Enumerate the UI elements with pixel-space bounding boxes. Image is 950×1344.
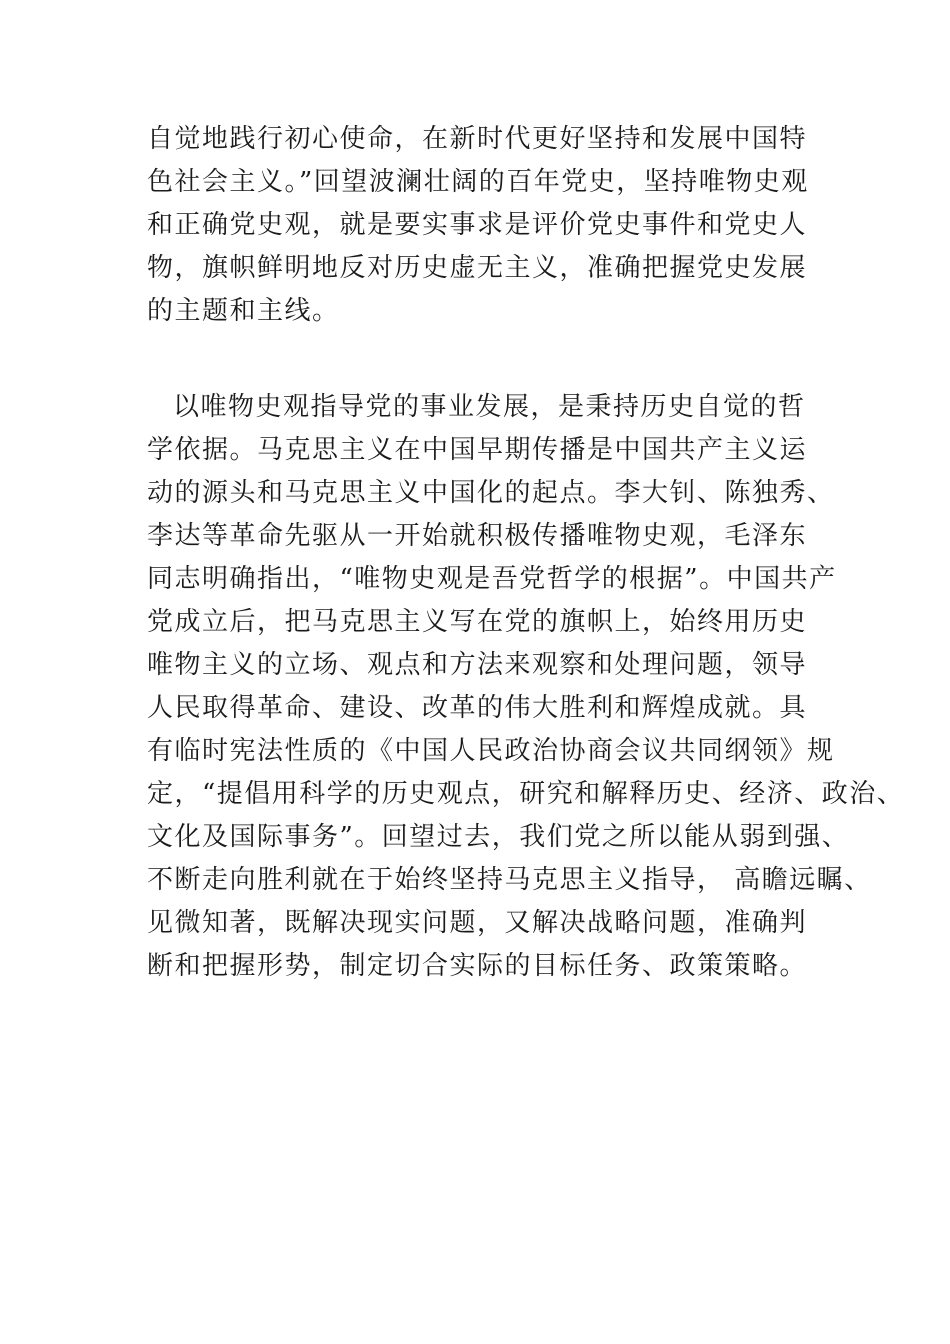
- paragraph-line: 同志明确指出，“唯物史观是吾党哲学的根据”。中国共产: [147, 564, 837, 594]
- paragraph-line: 自觉地践行初心使命，在新时代更好坚持和发展中国特: [147, 124, 808, 154]
- paragraph-line: 有临时宪法性质的《中国人民政治协商会议共同纲领》规: [147, 736, 835, 766]
- paragraph-line: 以唯物史观指导党的事业发展，是秉持历史自觉的哲: [173, 392, 806, 422]
- paragraph-line: 色社会主义。”回望波澜壮阔的百年党史，坚持唯物史观: [147, 167, 809, 197]
- paragraph-line: 定，“提倡用科学的历史观点，研究和解释历史、经济、政治、: [147, 779, 905, 809]
- paragraph-line: 党成立后，把马克思主义写在党的旗帜上，始终用历史: [147, 607, 808, 637]
- paragraph-line: 的主题和主线。: [147, 296, 340, 326]
- paragraph-line: 唯物主义的立场、观点和方法来观察和处理问题，领导: [147, 650, 808, 680]
- paragraph-1: [147, 118, 867, 333]
- paragraph-line: 人民取得革命、建设、改革的伟大胜利和辉煌成就。具: [147, 693, 808, 723]
- paragraph-line: 动的源头和马克思主义中国化的起点。李大钊、陈独秀、: [147, 478, 835, 508]
- paragraph-line: 和正确党史观，就是要实事求是评价党史事件和党史人: [147, 210, 808, 240]
- paragraph-line: 文化及国际事务”。回望过去，我们党之所以能从弱到强、: [147, 822, 850, 852]
- paragraph-line: 不断走向胜利就在于始终坚持马克思主义指导， 高瞻远瞩、: [147, 865, 872, 895]
- paragraph-line: 物，旗帜鲜明地反对历史虚无主义，准确把握党史发展: [147, 253, 808, 283]
- paragraph-line: 见微知著，既解决现实问题，又解决战略问题，准确判: [147, 908, 808, 938]
- paragraph-line: 学依据。马克思主义在中国早期传播是中国共产主义运: [147, 435, 808, 465]
- paragraph-line: 李达等革命先驱从一开始就积极传播唯物史观，毛泽东: [147, 521, 808, 551]
- paragraph-line: 断和把握形势，制定切合实际的目标任务、政策策略。: [147, 951, 808, 981]
- paragraph-2: [147, 386, 905, 988]
